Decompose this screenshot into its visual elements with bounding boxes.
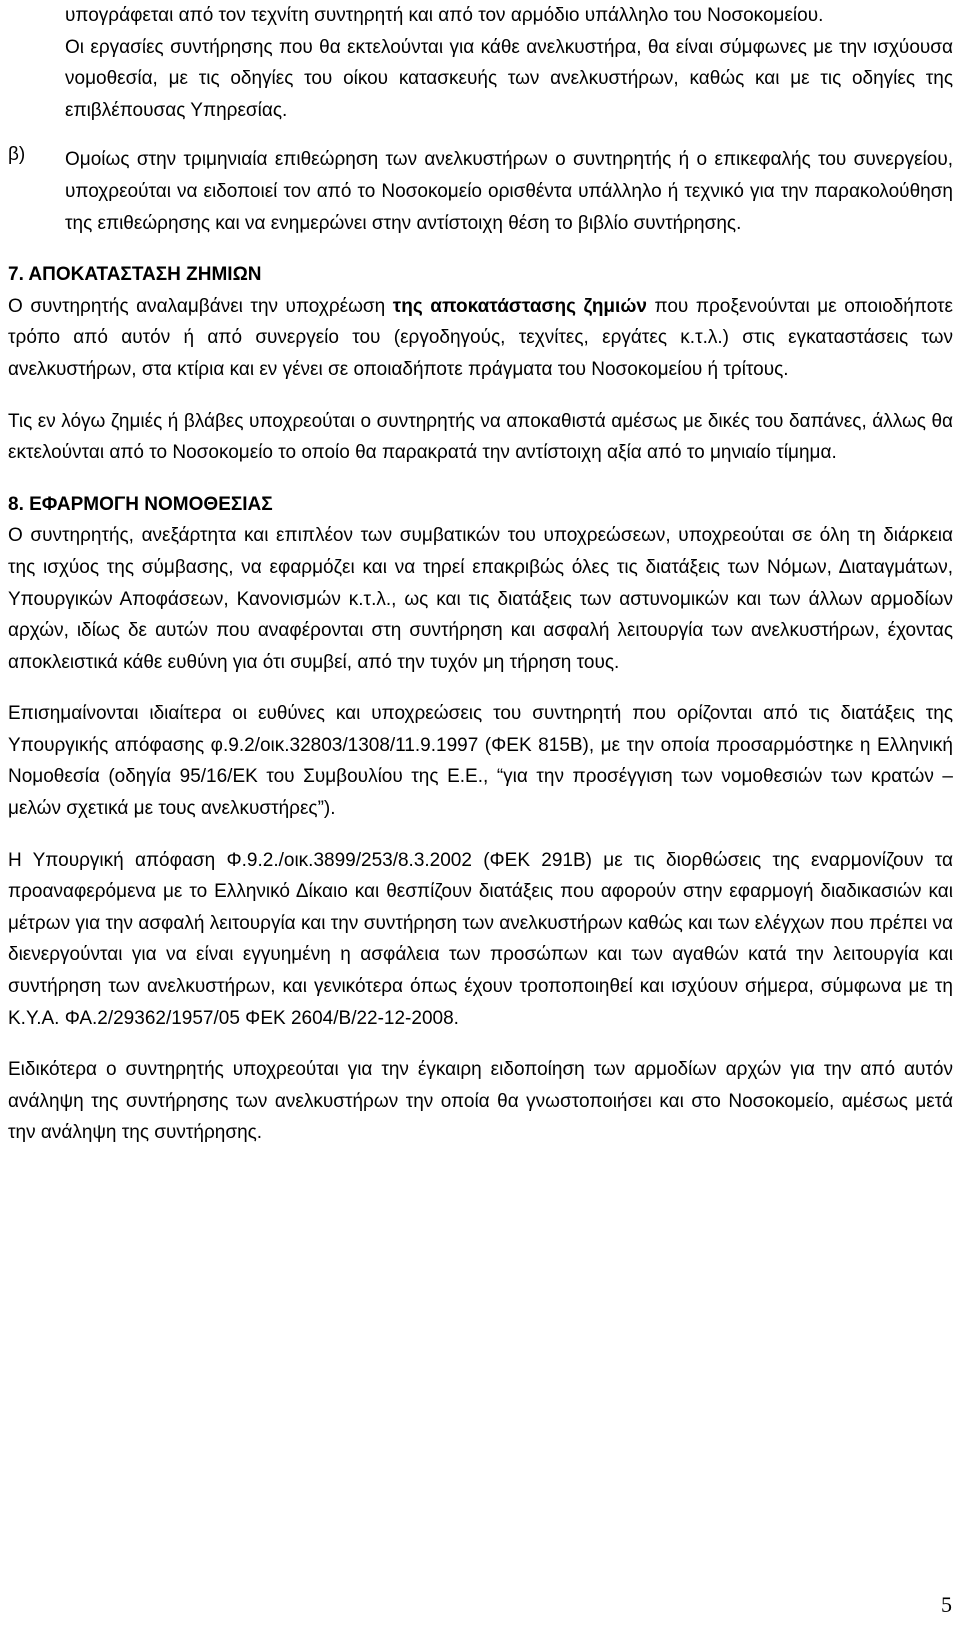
list-item-label: β) xyxy=(8,144,26,166)
section-7-p1-start: Ο συντηρητής αναλαμβάνει την υποχρέωση xyxy=(8,295,393,317)
section-8-paragraph-4: Ειδικότερα ο συντηρητής υποχρεούται για την έγκαιρη ειδοποίηση των αρμοδίων αρχών για την από αυτόν ανάληψη της συντήρησης των ανελκυστήρων την οποία θα γνωστοποιήσει και στο Νοσοκομείο, αμέσως μετά την ανάληψη της συντήρησης. xyxy=(8,1059,953,1144)
list-item-b xyxy=(8,144,953,239)
section-7-p1-end: που προξενούνται με οποιοδήποτε τρόπο από αυτόν ή από συνεργείο του (εργοδηγούς, τεχνίτες, εργάτες κ.τ.λ.) στις εγκαταστάσεις των ανελκυστήρων, στα κτίρια και εν γένει σε οποιαδήποτε πράγματα του Νοσοκομείου ή τρίτους. xyxy=(8,295,953,380)
section-7-paragraph-2: Τις εν λόγω ζημιές ή βλάβες υποχρεούται ο συντηρητής να αποκαθιστά αμέσως με δικές του δαπάνες, άλλως θα εκτελούνται από το Νοσοκομείο το οποίο θα παρακρατά την αντίστοιχη αξία από το μηνιαίο τίμημα. xyxy=(8,410,953,464)
page-number: 5 xyxy=(941,1592,952,1617)
intro-continuation: υπογράφεται από τον τεχνίτη συντηρητή και από τον αρμόδιο υπάλληλο του Νοσοκομείου. xyxy=(65,5,824,26)
list-item-text: Ομοίως στην τριμηνιαία επιθεώρηση των ανελκυστήρων ο συντηρητής ή ο επικεφαλής του συνεργείου, υποχρεούται να ειδοποιεί τον από το Νοσοκομείο ορισθέντα υπάλληλο ή τεχνικό για την παρακολούθηση της επιθεώρησης και να ενημερώνει στην αντίστοιχη θέση το βιβλίο συντήρησης. xyxy=(65,149,953,234)
intro-paragraph: Οι εργασίες συντήρησης που θα εκτελούνται για κάθε ανελκυστήρα, θα είναι σύμφωνες με την ισχύουσα νομοθεσία, με τις οδηγίες του οίκου κατασκευής των ανελκυστήρων, καθώς και με τις οδηγίες της επιβλέπουσας Υπηρεσίας. xyxy=(65,36,953,121)
section-8-heading: 8. ΕΦΑΡΜΟΓΗ ΝΟΜΟΘΕΣΙΑΣ xyxy=(8,493,273,515)
section-7-paragraph-1 xyxy=(8,291,953,386)
document-page xyxy=(8,0,953,1149)
section-8-paragraph-3: Η Υπουργική απόφαση Φ.9.2./οικ.3899/253/8.3.2002 (ΦΕΚ 291Β) με τις διορθώσεις της εναρμονίζουν τα προαναφερόμενα με το Ελληνικό Δίκαιο και θεσπίζουν διατάξεις που αφορούν στην εφαρμογή διαδικασιών και μέτρων για την ασφαλή λειτουργία και την συντήρηση των ανελκυστήρων καθώς και των ελέγχων που πρέπει να διενεργούνται για να είναι εγγυημένη η ασφάλεια των προσώπων και των αγαθών κατά την λειτουργία και συντήρηση των ανελκυστήρων, και γενικότερα όπως έχουν τροποποιηθεί και ισχύουν σήμερα, σύμφωνα με τη Κ.Υ.Α. ΦΑ.2/29362/1957/05 ΦΕΚ 2604/Β/22-12-2008. xyxy=(8,849,953,1029)
section-7-heading: 7. ΑΠΟΚΑΤΑΣΤΑΣΗ ΖΗΜΙΩΝ xyxy=(8,264,262,286)
section-7-p1-bold: της αποκατάστασης ζημιών xyxy=(392,295,647,317)
section-8-paragraph-2: Επισημαίνονται ιδιαίτερα οι ευθύνες και υποχρεώσεις του συντηρητή που ορίζονται από τις διατάξεις της Υπουργικής απόφασης φ.9.2/οικ.32803/1308/11.9.1997 (ΦΕΚ 815Β), με την οποία προσαρμόστηκε η Ελληνική Νομοθεσία (οδηγία 95/16/ΕΚ του Συμβουλίου της Ε.Ε., “για την προσέγγιση των νομοθεσιών των κρατών – μελών σχετικά με τους ανελκυστήρες”). xyxy=(8,703,953,820)
section-8-paragraph-1: Ο συντηρητής, ανεξάρτητα και επιπλέον των συμβατικών του υποχρεώσεων, υποχρεούται σε όλη τη διάρκεια της ισχύος της σύμβασης, να εφαρμόζει και να τηρεί επακριβώς όλες τις διατάξεις των Νόμων, Διαταγμάτων, Υπουργικών Αποφάσεων, Κανονισμών κ.τ.λ., ως και τις διατάξεις των αστυνομικών και των άλλων αρμοδίων αρχών, ιδίως δε αυτών που αναφέρονται στη συντήρηση και ασφαλή λειτουργία των ανελκυστήρων, έχοντας αποκλειστικά κάθε ευθύνη για ότι συμβεί, από την τυχόν μη τήρηση τους. xyxy=(8,525,953,673)
